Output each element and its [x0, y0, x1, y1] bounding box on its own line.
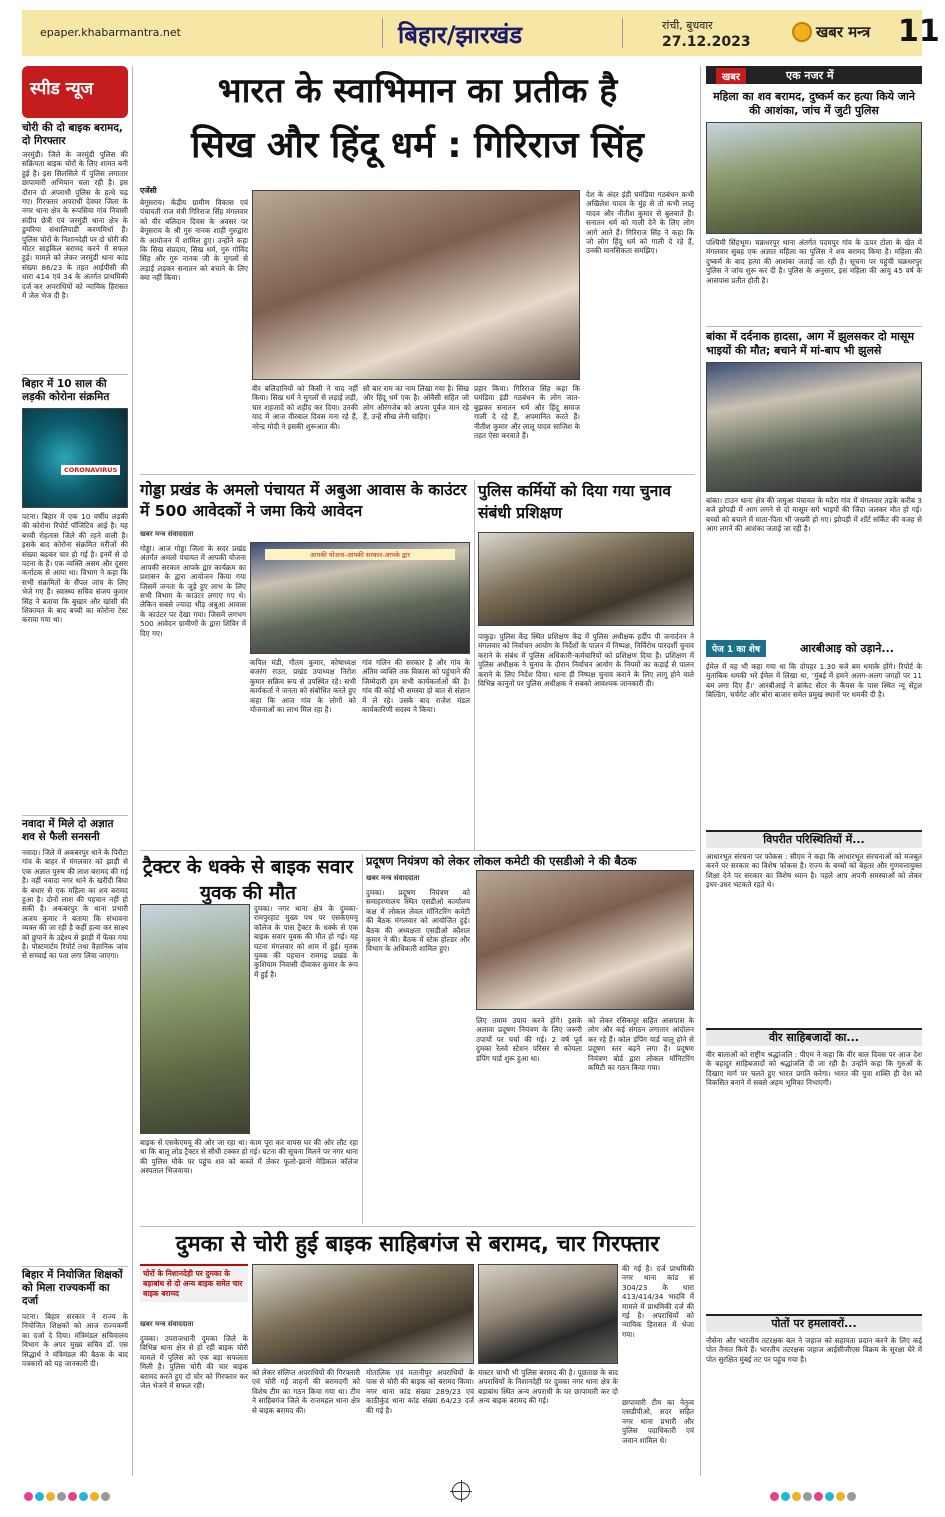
lead-column-2: वीर बलिदानियों को किसी ने याद नहीं किया। सिख धर्म ने मुगलों से लड़ाई लड़ी, चार शहजादे को शहीद कर दिया। उनकी याद में आज वीरबाल दिवस मना रहे हैं, नरेन्द्र मोदी ने इसकी शुरूआत की।: [252, 384, 358, 431]
issue-date: 27.12.2023: [662, 34, 751, 50]
story-column-3: गांव गलिन की सरकार है और गांव के अंतिम व्यक्ति तक विकास को पहुंचाने की जिम्मेदारी हम सभी कार्यकर्ताओं की है। गांव की कोई भी समस्या हो बात से संज्ञान में ले रहे। उसके बाद राजेश मंडल कार्यकारिणी सदस्य ने किया।: [362, 658, 470, 715]
continued-headline: आरबीआइ को उड़ाने...: [800, 642, 894, 655]
registration-dot: [90, 1492, 99, 1501]
continued-tag: पेज 1 का शेष: [706, 640, 766, 657]
right-tag-bar: [706, 66, 922, 84]
story-column-2: को लेकर संलिप्त अपराधियों की गिरफ्तारी एवं चोरी गई वाहनों की बरामदगी को विशेष टीम का गठन किया गया था। टीम ने साहिबगंज जिले के राजमहल थाना क्षेत्र से बाइक बरामद की।: [252, 1368, 360, 1415]
story-column-2: कपिल मंडी, गौतम कुमार, कोषाध्यक्ष बजरंग राउत, प्रखंड उपाध्यक्ष निरोश कुमार सक्रिय रूप से उपस्थित रहे। सभी कार्यकर्ता ने जनता को संबोधित करते हुए कहा कि आज गांव के लोगों को योजनाओं का लाभ मिल रहा है।: [250, 658, 356, 715]
story-column-2: लिए तमाम उपाय करने होंगे। इसके अलावा प्रदूषण नियंत्रण के लिए जरूरी उपायों पर चर्चा की गई। 2 वर्ष पूर्व दुमका रेलवे स्टेशन परिसर से कोयला डंपिंग यार्ड शुरू हुआ था।: [476, 1016, 582, 1063]
story-column-4: मास्टर चाभी भी पुलिस बरामद की है। पूछताछ के बाद अपराधियों के निशानदेही पर दुमका नगर थाना क्षेत्र के बड़ाबांध स्थित अन्य अपराधी के घर छापामारी कर दो अन्य बाइक बरामद की गई।: [478, 1368, 618, 1406]
story-column-1: दुमका। उपराजधानी दुमका जिले के विभिन्न थाना क्षेत्र से हो रही बाइक चोरी मामले में पुलिस को एक बड़ा सफलता मिली है। पुलिस चोरी की चार बाइक बरामद करते हुए दो चोर को गिरफ्तार कर जेल भेजने में सफल रही।: [140, 1334, 248, 1391]
registration-dot: [836, 1492, 845, 1501]
divider: [140, 474, 695, 475]
lead-column-5: देश के अंदर इंडी घमंडिया गठबंधन कभी अखिलेश यादव के मुंह से तो कभी लालू यादव और नीतीश कुमार से बुलवाते हैं। सनातन धर्म को गाली देने के लिए लोग आगे आते हैं। गिरिराज सिंह ने कहा कि जो लोग हिंदू धर्म को गाली दे रहे हैं, उनकी मानसिकता समझिए।: [586, 190, 694, 256]
lead-photo[interactable]: [252, 190, 580, 380]
story-headline: ट्रैक्टर के धक्के से बाइक सवार युवक की मौत: [142, 856, 354, 904]
story-column-1: दुमका। नगर थाना क्षेत्र के दुमका-रामपुरहाट मुख्य पथ पर एसकेएमयू कॉलेज के पास ट्रैक्टर के धक्के से एक बाइक सवार युवक की मौत हो गई। यह घटना मंगलवार को शाम में हुई। मृतक युवक की पहचान रामगढ़ प्रखंड के कुशियाम निवासी दीवाकर कुमार के रूप में हुई है।: [254, 904, 358, 979]
story-column-3: को लेकर रसिकपुर सहित आसपास के लोग और कई संगठन लगातार आंदोलन कर रहे हैं। कोल डंपिंग यार्ड चालू होने से प्रदूषण स्तर बढ़ने लगा है। प्रदूषण नियंत्रण बोर्ड द्वारा लोकल मॉनिटरिंग कमिटी का गठन किया गया।: [588, 1016, 694, 1073]
photo-caption-text: CORONAVIRUS: [61, 465, 120, 475]
story-column-1: दुमका। प्रदूषण नियंत्रण को समाहरणालय स्थित एसडीओ कार्यालय कक्ष में लोकल लेवल मॉनिटरिंग कमेटी की बैठक मंगलवार को आयोजित हुई। बैठक की अध्यक्षता एसडीओ कौशल कुमार ने की। बैठक में स्टेक होल्डर और विभाग के अधिकारी शामिल हुए।: [366, 888, 470, 954]
brief-photo[interactable]: [706, 122, 922, 234]
brief-body: बांका। टाउन थाना क्षेत्र की जमुआ पंचायत के मदैरा गांव में मंगलवार तड़के करीब 3 बजे झोपड़ी में आग लगने से दो मासूम सगे भाइयों की जिंदा जलकर मौत हो गई। बच्चों को बचाने में माता-पिता भी जख्मी हो गए। झोपड़ी में शॉर्ट सर्किट की वजह से आग लगने की आशंका जताई जा रही है।: [706, 496, 922, 534]
brief-headline: बिहार में 10 साल की लड़की कोरोना संक्रमित: [22, 378, 110, 403]
continued-headline: वीर साहिबजादों का...: [706, 1028, 922, 1046]
brief-headline: चोरी की दो बाइक बरामद, दो गिरफ्तार: [22, 122, 123, 147]
registration-marks-right: [770, 1486, 858, 1498]
lead-dateline: एजेंसी: [140, 186, 157, 195]
registration-dot: [46, 1492, 55, 1501]
registration-dot: [770, 1492, 779, 1501]
brief-body: पश्चिमी सिंहभूम। चक्रधरपुर थाना अंतर्गत पदमपुर गांव के ऊपर टोला के खेत में मंगलवार सुबह एक अज्ञात महिला का पुलिस ने शव बरामद किया है। महिला की दुष्कर्म के बाद हत्या की आशंका जताई जा रही है। सूचना पर पहुंची चक्रधरपुर पुलिस ने जांच शुरू कर दी है। पुलिस के अनुसार, इस महिला की आयु 45 वर्ष के आसपास प्रतीत होती है।: [706, 238, 922, 285]
story-photo[interactable]: [478, 532, 694, 626]
page-number: 11: [898, 14, 940, 49]
divider: [622, 18, 623, 48]
brief-headline: बांका में दर्दनाक हादसा, आग में झुलसकर दो मासूम भाइयों की मौत; बचाने में मां-बाप भी झुलसे: [706, 330, 915, 357]
registration-dot: [79, 1492, 88, 1501]
story-dateline: खबर मन्त्र संवाददाता: [366, 874, 420, 882]
divider: [22, 815, 128, 816]
registration-dot: [781, 1492, 790, 1501]
story-highlight: चोरों के निशानदेही पर दुमका के बड़ाबांध से दो अन्य बाइक समेत चार बाइक बरामद: [140, 1264, 248, 1302]
continued-body: नौसेना और भारतीय तटरक्षक बल ने जहाज को सहायता प्रदान करने के लिए कई पोत तैनात किये हैं। भारतीय तटरक्षक जहाज आईसीजीएस विक्रम के सुरक्षा घेरे में पोत सुरक्षित मुंबई तट पर पहुंच गया है।: [706, 1336, 922, 1364]
site-url[interactable]: epaper.khabarmantra.net: [40, 26, 181, 39]
column-rule: [474, 480, 475, 850]
brand-name: खबर मन्त्र: [816, 23, 871, 41]
continued-headline: पोतों पर हमलावरों...: [706, 1314, 922, 1332]
brief-body: जरमुंडी। जिले के जरमुंडी पुलिस की सक्रियता बाइक चोरों के लिए शामत बनी हुई है। इस सिलसिले में पुलिस लगातार छापामारी अभियान चला रही है। इस दौरान दो अपराधी पुलिस के हत्थे चढ़ गए। गिरफ्तार अपराधी देवघर जिला के नगर थाना क्षेत्र के रूपसिया गांव निवासी संदीप छेत्री एवं जरमुंडी थाना क्षेत्र के डुमरिया संथालियाडी करणमिर्धा हैं। पुलिस चोरों के निशानदेही पर दो चोरी की मोटर साइकिल बरामद करने में सफल हुई। मामले को लेकर जरमुंडी थाना कांड संख्या 86/23 के तहत आईपीसी की धारा 414 एवं 34 के अंतर्गत प्राथमिकी दर्ज कर अपराधियों को न्यायिक हिरासत में जेल भेज दी है।: [22, 150, 128, 301]
registration-dot: [24, 1492, 33, 1501]
lead-headline-line1: भारत के स्वाभिमान का प्रतीक है: [217, 71, 618, 111]
brand-logo-icon: [792, 22, 812, 42]
story-column-2: बाइक से एसकेएमयू की ओर जा रहा था। काम पूरा कर वापस घर की ओर लौट रहा था कि बालू लोड ट्रैक्टर से सीधी टक्कर हो गई। घटना की सूचना मिलने पर नगर थाना की पुलिस मौके पर पहुंच शव को कब्जे में लेकर फूलो-झानो मेडिकल कॉलेज अस्पताल भिजवाया।: [140, 1138, 358, 1176]
continued-body: आधारभूत संरचना पर फोकस : सीएम ने कहा कि आधारभूत संरचनाओं को मजबूत करने पर सरकार का विशेष फोकस है। राज्य के बच्चों को बेहतर और गुणवत्तायुक्त शिक्षा देने पर सरकार का विशेष ध्यान है। पहले आप अपनी समस्याओं को लेकर इधर-उधर भटकते रहते थे।: [706, 852, 922, 890]
story-body: पाकुड़। पुलिस केंद्र स्थित प्रशिक्षण केंद्र में पुलिस अधीक्षक हर्दीप पी जनार्दनन ने मंगलवार को निर्वाचन आयोग के निर्देशों के पालन में निष्पक्ष, निर्विरोध पारदर्शी चुनाव कराने के संबंध में पुलिस अधिकारी-कर्मचारियों को प्रशिक्षण दिया है। प्रशिक्षण में पुलिस अधीक्षक ने चुनाव के दौरान निर्वाचन आयोग के नियमों का कड़ाई से पालन कराने के लिए निर्देश दिया। थाना ही निष्पक्ष चुनाव कराने के लिए लागू होने वाले विभिन्न कानूनों पर पुलिस अधीक्षक ने सबको आवश्यक जानकारी दी।: [478, 632, 694, 689]
lead-column-4: प्रहार किया। गिरिराज सिंह कहा कि घमंडिया इंडी गठबंधन के लोग जात-बुझकर सनातन धर्म और हिंदू समाज गाली दे रहे हैं, अपमानित करते हैं। नीतीश कुमार और लालू यादव साजिश के तहत ऐसा करवाते हैं।: [474, 384, 580, 441]
registration-dot: [825, 1492, 834, 1501]
continued-body: वीर बालाओं को राष्ट्रीय श्रद्धांजलि : पीएम ने कहा कि वीर बाल दिवस पर आज देश के बहादुर साहिबजादों को श्रद्धांजलि दी जा रही है। उन्होंने कहा कि गुरुओं के दिखाए मार्ग पर चलते हुए भारत प्रगति करेगा। भारत की युवा शक्ति ही देश को विकसित बनाने में सबसे अहम भूमिका निभाएगी।: [706, 1050, 922, 1088]
event-banner-text: आपकी योजना-आपकी सरकार-आपके द्वार: [265, 549, 455, 560]
masthead-bar: [22, 10, 940, 56]
story-photo-police[interactable]: [252, 1264, 474, 1364]
divider: [382, 18, 383, 48]
crosshair-icon: [452, 1482, 470, 1500]
tag-label-2: एक नजर में: [786, 69, 834, 82]
story-headline: दुमका से चोरी हुई बाइक साहिबगंज से बरामद, चार गिरफ्तार: [175, 1232, 660, 1257]
lead-headline-line2: सिख और हिंदू धर्म : गिरिराज सिंह: [191, 125, 644, 166]
story-photo[interactable]: [476, 870, 694, 1010]
story-column-3: मोतालिक एवं मतानीपुर अपराधियों के पास से चोरी की बाइक को बरामद किया। नगर थाना कांड संख्या 289/23 एवं काठीकुंड थाना कांड संख्या 64/23 दर्ज की गई है।: [366, 1368, 474, 1415]
brief-photo[interactable]: [706, 362, 922, 492]
divider: [22, 374, 128, 375]
story-column-1: गोड्डा। आज गोड्डा जिला के सदर प्रखंड अंतर्गत अमलो पंचायत में आपकी योजना आपकी सरकार आपके द्वार कार्यक्रम का प्रशासन के द्वारा आयोजन किया गया जिसमें जनता के जुड़े हुए लाभ के लिए सभी विभाग के काउंटर लगाए गए थे। लेकिन सबसे ज्यादा भीड़ अबुआ आवास के काउंटर पर देखा गया। जिसमें लगभग 500 आवेदन ग्रामीणों के द्वारा शिविर में दिए गए।: [140, 544, 246, 638]
divider: [140, 1226, 695, 1227]
story-headline: गोड्डा प्रखंड के अमलो पंचायत में अबुआ आवास के काउंटर में 500 आवेदकों ने जमा किये आवेदन: [140, 481, 467, 520]
divider: [706, 326, 922, 327]
brief-headline: बिहार में नियोजित शिक्षकों को मिला राज्यकर्मी का दर्जा: [22, 1269, 123, 1307]
badge-label: स्पीड न्यूज: [30, 79, 94, 99]
brief-body: पटना। बिहार में एक 10 वर्षीय लड़की की कोरोना रिपोर्ट पॉजिटिव आई है। यह बच्ची रोहतास जिले की रहने वाली है। इसके बाद कोरोना संक्रमित मरीजों की संख्या बढ़कर चार हो गई है। इनमें से दो पटना के हैं। एक व्यक्ति असम और दूसरा कर्नाटक से आया था। विभाग ने कहा कि सभी संक्रमितों के सैंपल जांच के लिए भेजे गए हैं। स्वास्थ्य सचिव संजय कुमार सिंह ने बताया कि बुखार और खांसी की शिकायत के बाद बच्ची का कोरोना टेस्ट कराया गया था।: [22, 512, 128, 625]
brief-headline: नवादा में मिले दो अज्ञात शव से फैली सनसनी: [22, 818, 114, 843]
story-photo-bikes[interactable]: [478, 1264, 618, 1364]
continued-bar: [706, 640, 922, 658]
story-headline: प्रदूषण नियंत्रण को लेकर लोकल कमेटी की एसडीओ ने की बैठक: [366, 854, 637, 868]
registration-dot: [803, 1492, 812, 1501]
story-column-6: छापामारी टीम का नेतृत्व एसडीपीओ, सदर सहित नगर थाना प्रभारी और पुलिस पदाधिकारी एवं जवान शामिल थे।: [622, 1398, 694, 1445]
tag-label: खबर: [716, 68, 746, 84]
column-rule: [362, 854, 363, 1224]
story-dateline: खबर मन्त्र संवाददाता: [140, 1320, 194, 1328]
divider: [22, 1266, 128, 1267]
registration-dot: [68, 1492, 77, 1501]
registration-marks-left: [24, 1486, 112, 1498]
continued-headline: विपरीत परिस्थितियों में...: [706, 830, 922, 848]
brief-headline: महिला का शव बरामद, दुष्कर्म कर हत्या किये जाने की आशंका, जांच में जुटी पुलिस: [713, 90, 915, 117]
speed-news-badge: [22, 66, 128, 118]
divider: [140, 850, 695, 851]
story-photo[interactable]: [140, 904, 250, 1134]
story-dateline: खबर मन्त्र संवाददाता: [140, 530, 194, 538]
section-title: बिहार/झारखंड: [398, 21, 523, 49]
registration-dot: [35, 1492, 44, 1501]
continued-body: ईमेल में यह भी कहा गया था कि दोपहर 1.30 बजे बम धमाके होंगे। रिपोर्ट के मुताबिक धमकी भरे ईमेल में लिखा था, ‘मुंबई में हमने अलग-अलग जगहों पर 11 बम लगा दिए हैं।’ आरबीआई ने ब्रांकेट सेंटर के कैंपस के पास स्थित न्यू सेंट्रल बिल्डिंग, चर्चगेट और बोरा बाजार समेत प्रमुख स्थानों पर धमकी दी है।: [706, 662, 922, 700]
story-headline: पुलिस कर्मियों को दिया गया चुनाव संबंधी प्रशिक्षण: [478, 482, 671, 522]
column-rule: [700, 66, 701, 1476]
story-photo[interactable]: [250, 542, 470, 654]
registration-dot: [792, 1492, 801, 1501]
brief-body: नवादा। जिले में अकबरपुर थाने के पिरौटा गांव के बाहर में मंगलवार को झाड़ी से एक अज्ञात पुरुष की लाश बरामद की गई है। वहीं नवादा नगर थाने के खरीदी बिघा के बधार से एक महिला का शव बरामद हुआ है। दोनों लाश की पहचान नहीं हो सकी है। अकबरपुर के थाना प्रभारी अजय कुमार ने बताया कि संभावना व्यक्त की जा रही है कहीं हत्या कर साक्ष्य को छुपाने के उद्देश्य से झाड़ी में फेंका गया है। पोस्टमार्टम रिपोर्ट तथा वैज्ञानिक जांच से सच्चाई का पता लगा लिया जाएगा।: [22, 848, 128, 961]
registration-dot: [847, 1492, 856, 1501]
lead-column-3: सौ बार राम का नाम लिखा गया है। सिख और हिंदू धर्म एक है। ओवैसी सहित जो लोग औरंगजेब को अपना पूर्वज मान रहे हैं, उन्हें सीख लेनी चाहिए।: [363, 384, 469, 422]
registration-dot: [57, 1492, 66, 1501]
registration-dot: [814, 1492, 823, 1501]
registration-dot: [101, 1492, 110, 1501]
lead-column-1: बेगूसराय। केंद्रीय ग्रामीण विकास एवं पंचायती राज मंत्री गिरिराज सिंह मंगलवार को वीर बलिदान दिवस के अवसर पर बेगूसराय के श्री गुरु नानक शाही गुरुद्वारा के आयोजन में शामिल हुए। उन्होंने कहा कि सिख संप्रदाय, सिख धर्म, गुरु गोविंद सिंह और गुरु नानक जी के मुगलों से लड़ाई लड़कर सनातन को बचाने के लिए क्या नहीं किया।: [140, 198, 248, 283]
coronavirus-photo: [22, 408, 128, 508]
column-rule: [132, 66, 133, 1476]
dateline-city: रांची, बुधवार: [662, 19, 713, 32]
brief-body: पटना। बिहार सरकार ने राज्य के नियोजित शिक्षकों को आज राज्यकर्मी का दर्जा दे दिया। मंत्रिमंडल सचिवालय विभाग के अपर मुख्य सचिव डॉ. एस सिद्धार्थ ने मंत्रिमंडल की बैठक के बाद पत्रकारों को यह जानकारी दी।: [22, 1312, 128, 1369]
story-column-5: की गई है। दर्ज प्राथमिकी नगर थाना कांड सं 304/23 के धारा 413/414/34 भादवि में मामले में प्राथमिकी दर्ज की गई है। अपराधियों को न्यायिक हिरासत में भेजा गया।: [622, 1264, 694, 1339]
